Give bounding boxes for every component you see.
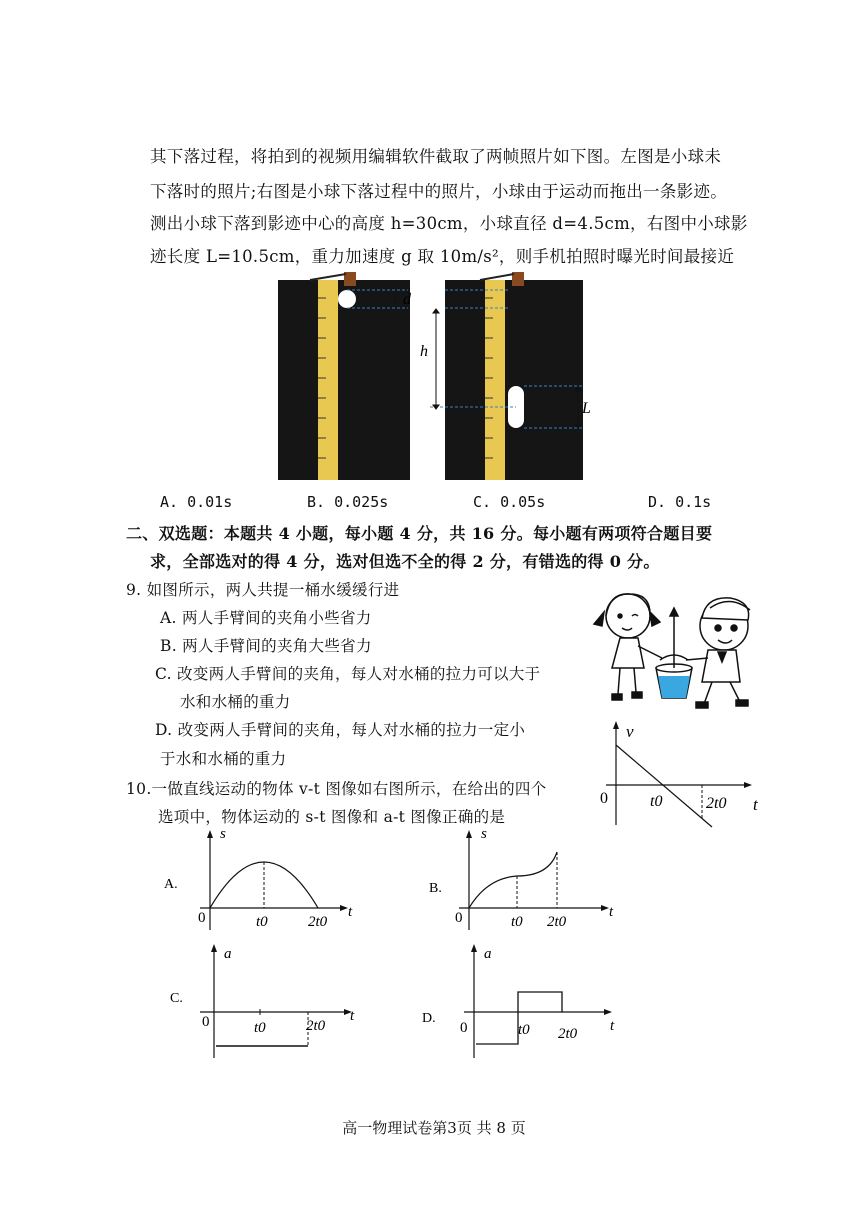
q10-option-b-graph[interactable]: [425, 826, 635, 936]
ball-left: [338, 290, 356, 308]
graph-a-origin: 0: [198, 910, 206, 926]
graph-d-t0: t0: [518, 1022, 530, 1038]
q8-option-d[interactable]: D. 0.1s: [648, 493, 712, 511]
q10-option-a-graph[interactable]: [160, 826, 370, 936]
q8-option-a[interactable]: A. 0.01s: [160, 493, 233, 511]
graph-b-t0: t0: [511, 914, 523, 930]
page-footer: 高一物理试卷第3页 共 8 页: [342, 1119, 526, 1137]
label-d: d: [403, 291, 411, 308]
graph-b-label: B.: [429, 881, 442, 896]
graph-c-2t0: 2t0: [306, 1018, 326, 1034]
q10-option-d-graph[interactable]: [418, 940, 628, 1062]
left-photo-board: [278, 280, 410, 480]
q8-text-line-3: 测出小球下落到影迹中心的高度 h=30cm，小球直径 d=4.5cm，右图中小球影: [150, 214, 748, 233]
graph-c-axis-x: t: [350, 1008, 355, 1024]
graph-b-2t0: 2t0: [547, 914, 567, 930]
graph-a-axis-x: t: [348, 904, 353, 920]
q9-option-c[interactable]: C. 改变两人手臂间的夹角，每人对水桶的拉力可以大于: [155, 665, 541, 683]
label-h: h: [420, 343, 428, 360]
q9-option-c-cont: 水和水桶的重力: [180, 693, 291, 711]
graph-b-axis-y: s: [481, 826, 487, 842]
vt-line: [616, 745, 712, 827]
q8-text-line-4: 迹长度 L=10.5cm，重力加速度 g 取 10m/s²，则手机拍照时曝光时间最接近: [150, 247, 735, 266]
graph-d-axis-y: a: [484, 946, 492, 962]
right-photo-ruler: [485, 280, 505, 480]
q9-option-d[interactable]: D. 改变两人手臂间的夹角，每人对水桶的拉力一定小: [155, 721, 526, 739]
graph-a-label: A.: [164, 877, 178, 892]
q8-option-c[interactable]: C. 0.05s: [473, 493, 546, 511]
label-L: L: [582, 400, 591, 417]
graph-a-t0: t0: [256, 914, 268, 930]
graph-a-axis-y: s: [220, 826, 226, 842]
graph-c-label: C.: [170, 991, 183, 1006]
graph-c-origin: 0: [202, 1014, 210, 1030]
q8-text-line-1: 其下落过程，将拍到的视频用编辑软件截取了两帧照片如下图。左图是小球未: [150, 147, 722, 166]
q10-stem-line-2: 选项中，物体运动的 s-t 图像和 a-t 图像正确的是: [158, 808, 506, 826]
kids-carrying-bucket-illustration: [590, 586, 770, 711]
right-photo-board: [445, 280, 583, 480]
vt-2t0: 2t0: [706, 795, 727, 812]
q10-stem-line-1: 10.一做直线运动的物体 v-t 图像如右图所示，在给出的四个: [126, 780, 547, 798]
graph-d-axis-x: t: [610, 1018, 615, 1034]
graph-c-axis-y: a: [224, 946, 232, 962]
q8-option-b[interactable]: B. 0.025s: [307, 493, 389, 511]
graph-a-2t0: 2t0: [308, 914, 328, 930]
vt-axis-t: t: [753, 795, 758, 814]
graph-b-curve: [469, 852, 557, 908]
graph-b-origin: 0: [455, 910, 463, 926]
q9-option-a[interactable]: A. 两人手臂间的夹角小些省力: [160, 609, 372, 627]
q9-option-d-cont: 于水和水桶的重力: [160, 750, 287, 768]
section2-header-line-2: 求，全部选对的得 4 分，选对但选不全的得 2 分，有错选的得 0 分。: [150, 552, 660, 571]
graph-d-origin: 0: [460, 1020, 468, 1036]
left-photo-ruler: [318, 280, 338, 480]
q10-option-c-graph[interactable]: [160, 940, 370, 1062]
q8-text-line-2: 下落时的照片;右图是小球下落过程中的照片，小球由于运动而拖出一条影迹。: [150, 182, 728, 201]
section2-header-line-1: 二、双选题：本题共 4 小题，每小题 4 分，共 16 分。每小题有两项符合题目要: [126, 524, 713, 543]
vt-axis-v: v: [626, 722, 634, 741]
vt-origin: 0: [600, 790, 608, 807]
q10-vt-graph: [588, 715, 768, 833]
ball-drop-photos-figure: [270, 268, 610, 482]
graph-b-axis-x: t: [609, 904, 614, 920]
graph-d-2t0: 2t0: [558, 1026, 578, 1042]
graph-d-label: D.: [422, 1011, 436, 1026]
q9-stem: 9. 如图所示，两人共提一桶水缓缓行进: [126, 581, 400, 599]
vt-t0: t0: [650, 793, 663, 810]
q9-option-b[interactable]: B. 两人手臂间的夹角大些省力: [160, 637, 372, 655]
graph-c-t0: t0: [254, 1020, 266, 1036]
